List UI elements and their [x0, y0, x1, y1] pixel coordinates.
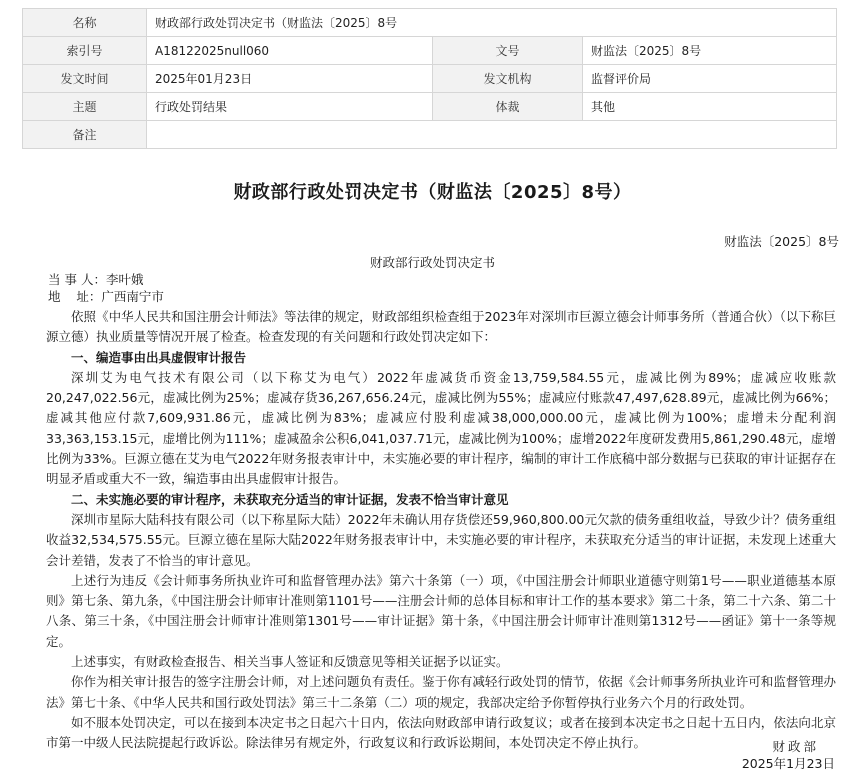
- signing-date: 2025年1月23日: [741, 756, 835, 771]
- remark-value: [147, 121, 837, 149]
- date-value: 2025年01月23日: [147, 65, 433, 93]
- section-heading-1: 一、编造事由出具虚假审计报告: [71, 349, 247, 365]
- document-number: 财监法〔2025〕8号: [724, 234, 839, 249]
- section-2-paragraph: 深圳市星际大陆科技有限公司（以下称星际大陆）2022年未确认用存货偿还59,960,800.00元欠款的债务重组收益，导致少计？债务重组收益32,534,575.55元。巨源立德在星际大陆2022年财务报表审计中，未实施必要的审计程序，未获取充分适当的审计证据，未发现上述重大会计差错，发表了不恰当的审计意见。: [46, 511, 836, 568]
- subject-value: 行政处罚结果: [147, 93, 433, 121]
- meta-row-date: [23, 65, 837, 93]
- agency-value: 监督评价局: [583, 65, 837, 93]
- meta-row-remark: [23, 121, 837, 149]
- meta-row-subject: [23, 93, 837, 121]
- index-value: A18122025null060: [147, 37, 433, 65]
- document-body: [46, 307, 836, 754]
- penalty-paragraph: 你作为相关审计报告的签字注册会计师，对上述问题负有责任。鉴于你有减轻行政处罚的情节，依据《会计师事务所执业许可和监督管理办法》第七十条、《中华人民共和国行政处罚法》第三十二条第（二）项的规定，我部决定给予你暂停执行业务六个月的行政处罚。: [46, 674, 836, 710]
- meta-row-name: [23, 9, 837, 37]
- intro-paragraph: 依照《中华人民共和国注册会计师法》等法律的规定，财政部组织检查组于2023年对深圳市巨源立德会计师事务所（普通合伙）（以下称巨源立德）执业质量等情况开展了检查。检查发现的有关问题和行政处罚决定如下：: [46, 309, 836, 345]
- name-label: 名称: [23, 9, 147, 37]
- document-metadata-table: [22, 8, 837, 149]
- evidence-paragraph: 上述事实，有财政检查报告、相关当事人签证和反馈意见等相关证据予以证实。: [71, 654, 509, 670]
- docno-label: 文号: [433, 37, 583, 65]
- document-subtitle: 财政部行政处罚决定书: [369, 255, 495, 270]
- genre-label: 体裁: [433, 93, 583, 121]
- name-value: 财政部行政处罚决定书（财监法〔2025〕8号: [147, 9, 837, 37]
- subject-label: 主题: [23, 93, 147, 121]
- section-1-paragraph: 深圳艾为电气技术有限公司（以下称艾为电气）2022年虚减货币资金13,759,584.55元，虚减比例为89%；虚减应收账款20,247,022.56元，虚减比例为25%；虚减存货36,267,656.24元，虚减比例为55%；虚减应付账款47,497,628.89元，虚减比例为66%；虚减其他应付款7,609,931.86元，虚减比例为83%；虚减应付股利虚减38,000,000.00元，虚减比例为100%；虚增未分配利润33,363,153.15元，虚增比例为111%；虚减盈余公积6,041,037.71元，虚减比例为100%；虚增2022年度研发费用5,861,290.48元，虚增比例为33%。巨源立德在艾为电气2022年财务报表审计中，未实施必要的审计程序，编制的审计工作底稿中部分数据与已获取的审计证据存在明显矛盾或重大不一致，编造事由出具虚假审计报告。: [46, 369, 836, 487]
- party-address: 地 址：广西南宁市: [48, 289, 164, 304]
- index-label: 索引号: [23, 37, 147, 65]
- meta-row-index: [23, 37, 837, 65]
- party-name: 当 事 人：李叶娥: [48, 272, 144, 287]
- signing-organization: 财政部: [772, 739, 819, 754]
- agency-label: 发文机构: [433, 65, 583, 93]
- section-heading-2: 二、未实施必要的审计程序，未获取充分适当的审计证据，发表不恰当审计意见: [71, 491, 509, 507]
- appeal-paragraph: 如不服本处罚决定，可以在接到本决定书之日起六十日内，依法向财政部申请行政复议；或者在接到本决定书之日起十五日内，依法向北京市第一中级人民法院提起行政诉讼。除法律另有规定外，行政复议和行政诉讼期间，本处罚决定不停止执行。: [46, 714, 836, 751]
- violation-paragraph: 上述行为违反《会计师事务所执业许可和监督管理办法》第六十条第（一）项，《中国注册会计师职业道德守则第1号——职业道德基本原则》第七条、第九条，《中国注册会计师审计准则第1101号——注册会计师的总体目标和审计工作的基本要求》第二十条，第二十六条、第二十八条、第三十条，《中国注册会计师审计准则第1301号——审计证据》第十条，《中国注册会计师审计准则第1312号——函证》第十一条等规定。: [46, 572, 836, 649]
- genre-value: 其他: [583, 93, 837, 121]
- date-label: 发文时间: [23, 65, 147, 93]
- remark-label: 备注: [23, 121, 147, 149]
- document-title: 财政部行政处罚决定书（财监法〔2025〕8号）: [233, 182, 632, 203]
- docno-value: 财监法〔2025〕8号: [583, 37, 837, 65]
